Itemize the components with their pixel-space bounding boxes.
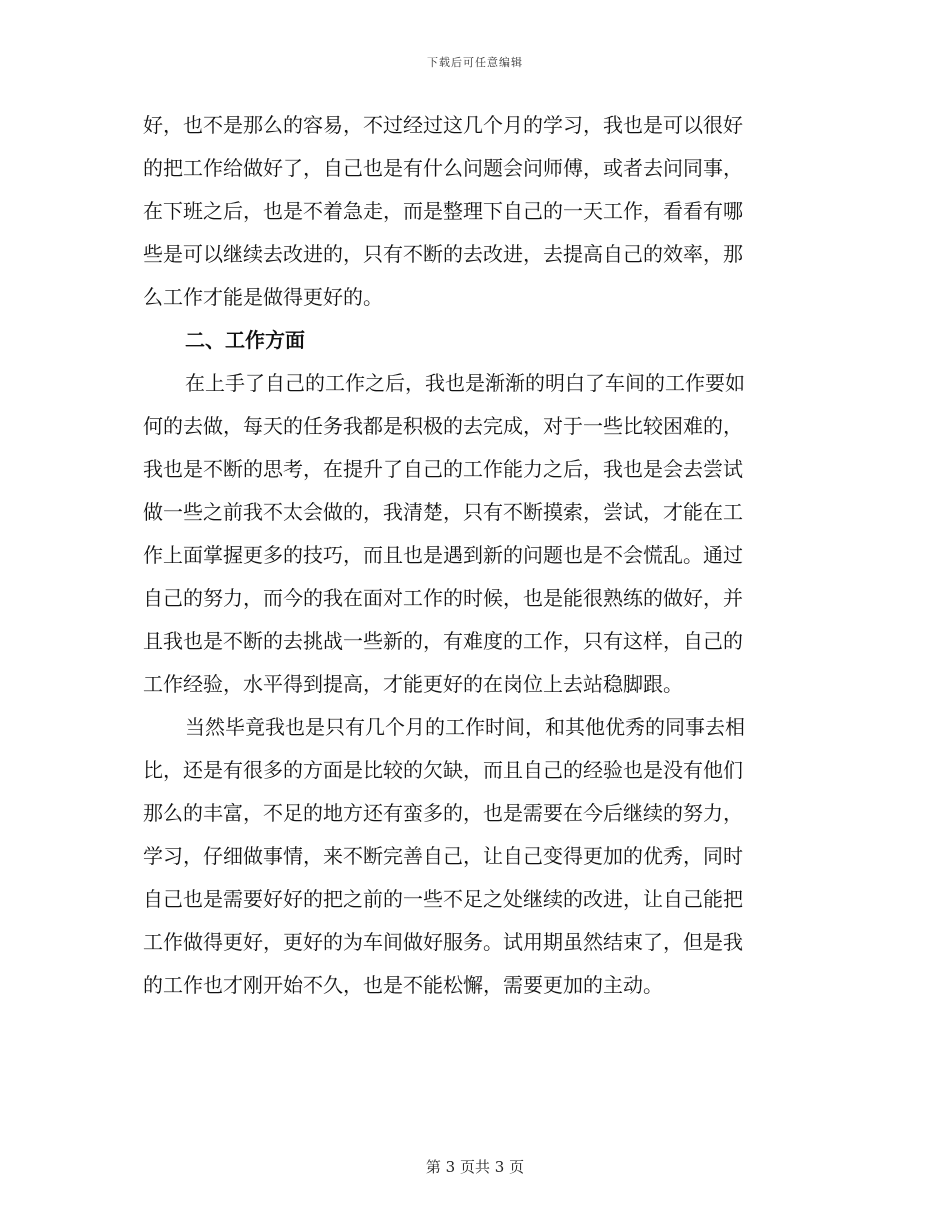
text-line: 在上手了自己的工作之后，我也是渐渐的明白了车间的工作要如 (185, 371, 745, 395)
text-line: 的把工作给做好了，自己也是有什么问题会问师傅，或者去问同事， (143, 156, 743, 180)
document-body (143, 104, 807, 1007)
text-line: 那么的丰富，不足的地方还有蛮多的，也是需要在今后继续的努力， (143, 801, 743, 825)
text-line: 自己的努力，而今的我在面对工作的时候，也是能很熟练的做好，并 (143, 586, 743, 610)
text-line: 我也是不断的思考，在提升了自己的工作能力之后，我也是会去尝试 (143, 457, 743, 481)
text-line: 些是可以继续去改进的，只有不断的去改进，去提高自己的效率，那 (143, 242, 743, 266)
body-paragraph (143, 706, 807, 1007)
text-line: 作上面掌握更多的技巧，而且也是遇到新的问题也是不会慌乱。通过 (143, 543, 743, 567)
page-header: 下载后可任意编辑 (427, 56, 523, 69)
text-line: 么工作才能是做得更好的。 (143, 285, 383, 309)
page-footer: 第 3 页共 3 页 (425, 1158, 525, 1176)
text-line: 当然毕竟我也是只有几个月的工作时间，和其他优秀的同事去相 (185, 715, 745, 739)
text-line: 且我也是不断的去挑战一些新的，有难度的工作，只有这样，自己的 (143, 629, 743, 653)
section-heading (143, 319, 807, 362)
body-paragraph (143, 362, 807, 706)
text-line: 的工作也才刚开始不久，也是不能松懈，需要更加的主动。 (143, 973, 663, 997)
text-line: 学习，仔细做事情，来不断完善自己，让自己变得更加的优秀，同时 (143, 844, 743, 868)
text-line: 做一些之前我不太会做的，我清楚，只有不断摸索，尝试，才能在工 (143, 500, 743, 524)
text-line: 好，也不是那么的容易，不过经过这几个月的学习，我也是可以很好 (143, 113, 743, 137)
text-line: 比，还是有很多的方面是比较的欠缺，而且自己的经验也是没有他们 (143, 758, 743, 782)
text-line: 在下班之后，也是不着急走，而是整理下自己的一天工作，看看有哪 (143, 199, 743, 223)
text-line: 工作做得更好，更好的为车间做好服务。试用期虽然结束了，但是我 (143, 930, 743, 954)
text-line: 自己也是需要好好的把之前的一些不足之处继续的改进，让自己能把 (143, 887, 743, 911)
heading-text: 二、工作方面 (185, 328, 305, 352)
continuation-paragraph (143, 104, 807, 319)
text-line: 工作经验，水平得到提高，才能更好的在岗位上去站稳脚跟。 (143, 672, 683, 696)
text-line: 何的去做，每天的任务我都是积极的去完成，对于一些比较困难的， (143, 414, 743, 438)
